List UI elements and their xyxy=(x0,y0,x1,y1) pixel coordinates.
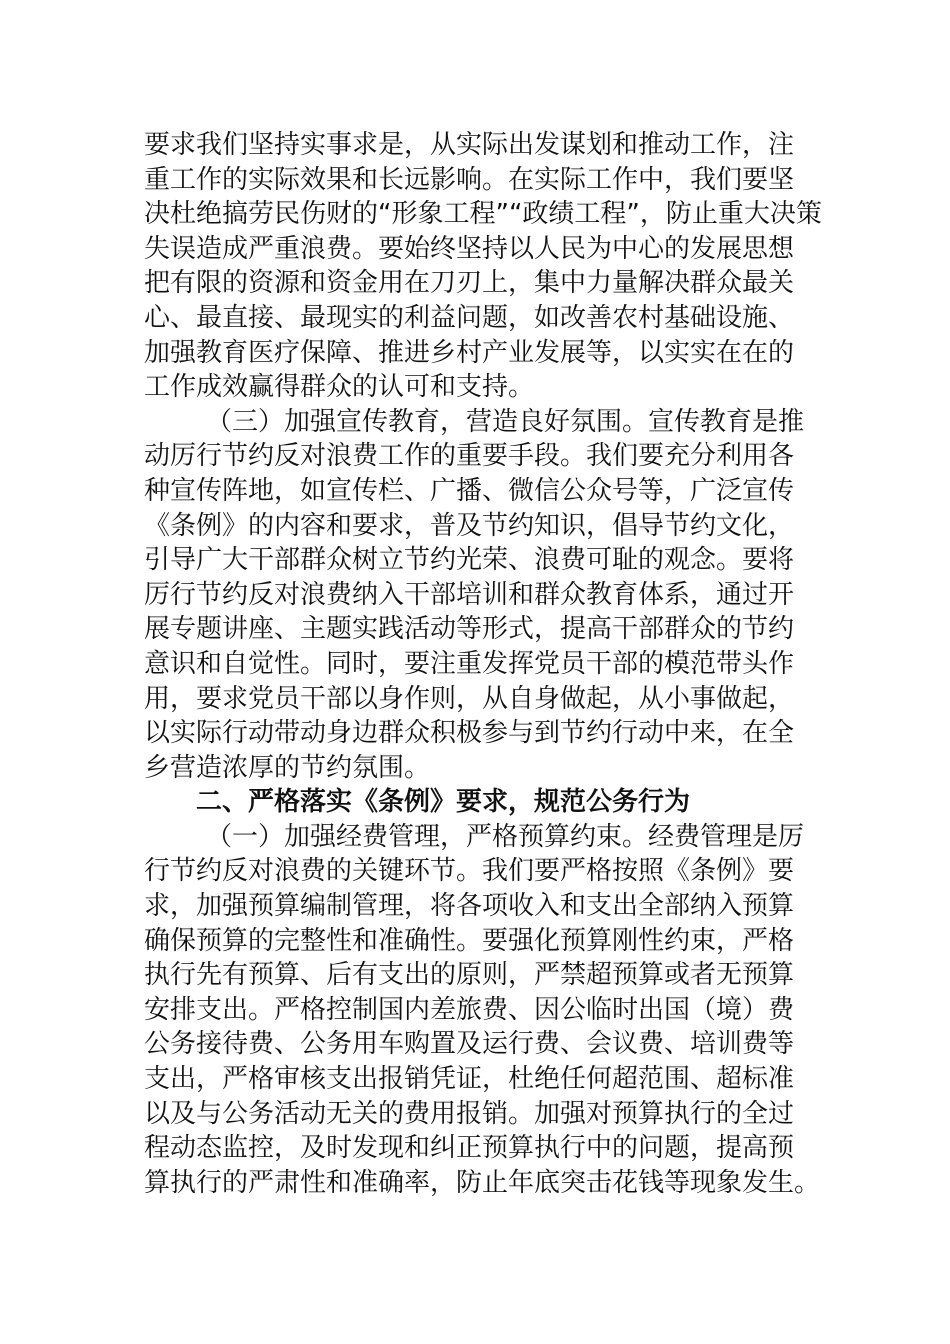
text-line: 失误造成严重浪费。要始终坚持以人民为中心的发展思想 xyxy=(144,233,795,264)
text-line: 展专题讲座、主题实践活动等形式，提高干部群众的节约 xyxy=(144,614,795,645)
text-line: 确保预算的完整性和准确性。要强化预算刚性约束，严格 xyxy=(144,925,795,956)
text-line: 《条例》的内容和要求，普及节约知识，倡导节约文化， xyxy=(144,510,795,541)
text-line: 以及与公务活动无关的费用报销。加强对预算执行的全过 xyxy=(144,1098,795,1129)
text-line: 乡营造浓厚的节约氛围。 xyxy=(144,752,431,783)
text-line: 把有限的资源和资金用在刀刃上，集中力量解决群众最关 xyxy=(144,268,795,299)
text-line: 用，要求党员干部以身作则，从自身做起，从小事做起， xyxy=(144,683,795,714)
text-line: 行节约反对浪费的关键环节。我们要严格按照《条例》要 xyxy=(144,856,795,887)
text-line: 程动态监控，及时发现和纠正预算执行中的问题，提高预 xyxy=(144,1133,795,1164)
text-line: 重工作的实际效果和长远影响。在实际工作中，我们要坚 xyxy=(144,164,795,195)
text-line: 引导广大干部群众树立节约光荣、浪费可耻的观念。要将 xyxy=(144,545,795,576)
text-line: 动厉行节约反对浪费工作的重要手段。我们要充分利用各 xyxy=(144,441,795,472)
text-line: 加强教育医疗保障、推进乡村产业发展等，以实实在在的 xyxy=(144,337,795,368)
section-title-3: （三）加强宣传教育，营造良好氛围。宣传教育是推 xyxy=(206,406,805,437)
text-line: 执行先有预算、后有支出的原则，严禁超预算或者无预算 xyxy=(144,960,795,991)
text-line: 安排支出。严格控制国内差旅费、因公临时出国（境）费 xyxy=(144,994,795,1025)
text-line: 要求我们坚持实事求是，从实际出发谋划和推动工作，注 xyxy=(144,130,795,160)
heading-2: 二、严格落实《条例》要求，规范公务行为 xyxy=(196,787,691,818)
text-line: 工作成效赢得群众的认可和支持。 xyxy=(144,372,535,403)
text-line: 厉行节约反对浪费纳入干部培训和群众教育体系，通过开 xyxy=(144,579,795,610)
text-line: 种宣传阵地，如宣传栏、广播、微信公众号等，广泛宣传 xyxy=(144,475,795,506)
text-line: 求，加强预算编制管理，将各项收入和支出全部纳入预算 xyxy=(144,891,795,922)
text-line: 算执行的严肃性和准确率，防止年底突击花钱等现象发生。 xyxy=(144,1167,821,1198)
text-line: 公务接待费、公务用车购置及运行费、会议费、培训费等 xyxy=(144,1029,795,1060)
text-line: 决杜绝搞劳民伤财的“形象工程”“政绩工程”，防止重大决策 xyxy=(144,199,822,230)
text-line: 支出，严格审核支出报销凭证，杜绝任何超范围、超标准 xyxy=(144,1064,795,1095)
text-line: 心、最直接、最现实的利益问题，如改善农村基础设施、 xyxy=(144,302,795,333)
text-line: 意识和自觉性。同时，要注重发挥党员干部的模范带头作 xyxy=(144,648,795,679)
document-body xyxy=(144,128,822,1200)
text-line: 以实际行动带动身边群众积极参与到节约行动中来，在全 xyxy=(144,718,795,749)
section-title-1: （一）加强经费管理，严格预算约束。经费管理是厉 xyxy=(206,821,805,852)
